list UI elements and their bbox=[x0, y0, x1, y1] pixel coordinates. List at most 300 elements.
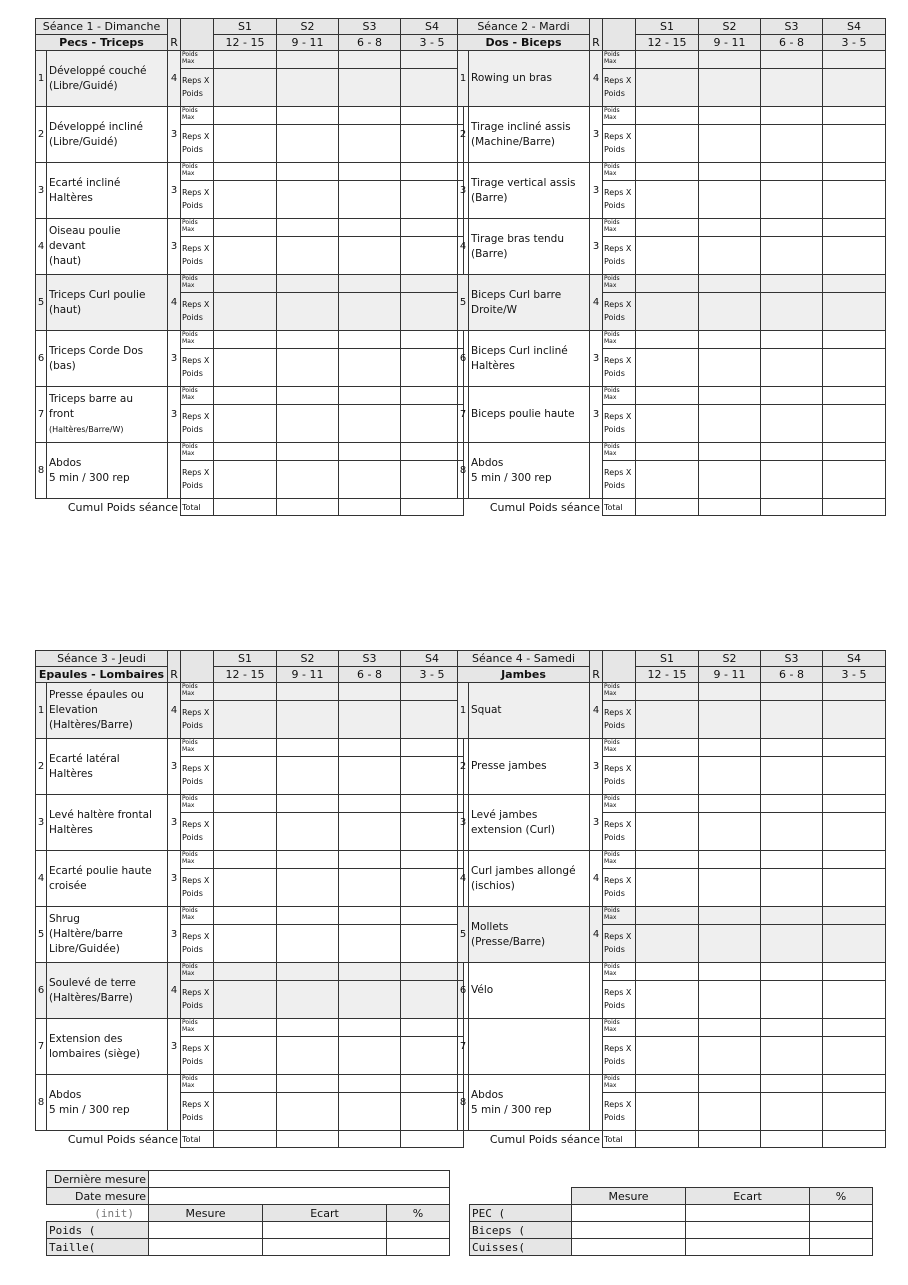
poids-max-cell-s4[interactable] bbox=[823, 907, 886, 925]
pec-percent-cell[interactable] bbox=[810, 1205, 873, 1222]
reps-poids-cell-s2[interactable] bbox=[699, 461, 761, 499]
poids-max-cell-s4[interactable] bbox=[401, 1075, 464, 1093]
max-label-line: Max bbox=[182, 1082, 195, 1089]
poids-max-cell-s3[interactable] bbox=[761, 387, 823, 405]
pec-ecart-cell[interactable] bbox=[686, 1205, 810, 1222]
poids-max-cell-s3[interactable] bbox=[761, 739, 823, 757]
reps-poids-cell-s2[interactable] bbox=[277, 813, 339, 851]
poids-max-cell-s3[interactable] bbox=[761, 683, 823, 701]
reps-poids-cell-s2[interactable] bbox=[699, 237, 761, 275]
poids-max-cell-s1[interactable] bbox=[214, 331, 277, 349]
poids-max-cell-s2[interactable] bbox=[277, 387, 339, 405]
reps-poids-cell-s3[interactable] bbox=[761, 237, 823, 275]
reps-poids-cell-s4[interactable] bbox=[401, 69, 464, 107]
reps-poids-cell-s4[interactable] bbox=[823, 125, 886, 163]
reps-poids-cell-s2[interactable] bbox=[699, 925, 761, 963]
poids-max-cell-s1[interactable] bbox=[214, 683, 277, 701]
poids-max-cell-s3[interactable] bbox=[761, 219, 823, 237]
reps-poids-cell-s1[interactable] bbox=[214, 701, 277, 739]
poids-max-cell-s2[interactable] bbox=[699, 163, 761, 181]
poids-max-cell-s3[interactable] bbox=[761, 851, 823, 869]
reps-poids-cell-s2[interactable] bbox=[699, 405, 761, 443]
reps-poids-cell-s4[interactable] bbox=[401, 813, 464, 851]
reps-poids-cell-s4[interactable] bbox=[401, 925, 464, 963]
poids-max-cell-s3[interactable] bbox=[339, 851, 401, 869]
exercise-name-line: Abdos bbox=[471, 456, 504, 469]
poids-max-cell-s3[interactable] bbox=[339, 1075, 401, 1093]
poids-max-cell-s2[interactable] bbox=[699, 683, 761, 701]
reps-poids-cell-s3[interactable] bbox=[761, 701, 823, 739]
poids-max-cell-s2[interactable] bbox=[277, 739, 339, 757]
poids-max-cell-s3[interactable] bbox=[339, 795, 401, 813]
poids-max-cell-s2[interactable] bbox=[277, 51, 339, 69]
cuisses-ecart-cell[interactable] bbox=[686, 1239, 810, 1256]
reps-poids-cell-s1[interactable] bbox=[636, 757, 699, 795]
total-cell-s3[interactable] bbox=[761, 499, 823, 516]
poids-max-cell-s4[interactable] bbox=[401, 907, 464, 925]
reps-poids-cell-s1[interactable] bbox=[636, 869, 699, 907]
reps-poids-cell-s1[interactable] bbox=[214, 349, 277, 387]
reps-poids-cell-s2[interactable] bbox=[277, 293, 339, 331]
poids-max-cell-s2[interactable] bbox=[699, 795, 761, 813]
poids-max-cell-s3[interactable] bbox=[339, 387, 401, 405]
poids-max-cell-s1[interactable] bbox=[636, 219, 699, 237]
poids-max-cell-s1[interactable] bbox=[636, 851, 699, 869]
poids-max-cell-s4[interactable] bbox=[823, 443, 886, 461]
total-cell-s1[interactable] bbox=[214, 499, 277, 516]
reps-poids-cell-s3[interactable] bbox=[339, 981, 401, 1019]
poids-max-cell-s2[interactable] bbox=[699, 331, 761, 349]
reps-poids-cell-s3[interactable] bbox=[339, 757, 401, 795]
reps-poids-cell-s4[interactable] bbox=[401, 1093, 464, 1131]
reps-poids-cell-s4[interactable] bbox=[823, 69, 886, 107]
reps-poids-cell-s2[interactable] bbox=[277, 181, 339, 219]
reps-poids-cell-s1[interactable] bbox=[636, 69, 699, 107]
poids-max-cell-s4[interactable] bbox=[401, 443, 464, 461]
reps-poids-cell-s4[interactable] bbox=[401, 237, 464, 275]
biceps-mesure-cell[interactable] bbox=[572, 1222, 686, 1239]
reps-poids-cell-s4[interactable] bbox=[823, 349, 886, 387]
reps-poids-cell-s1[interactable] bbox=[636, 349, 699, 387]
reps-poids-cell-s2[interactable] bbox=[277, 925, 339, 963]
poids-max-cell-s1[interactable] bbox=[636, 443, 699, 461]
reps-poids-cell-s4[interactable] bbox=[823, 181, 886, 219]
reps-poids-cell-s2[interactable] bbox=[277, 349, 339, 387]
poids-max-cell-s4[interactable] bbox=[401, 331, 464, 349]
reps-poids-cell-s2[interactable] bbox=[277, 701, 339, 739]
total-cell-s2[interactable] bbox=[277, 1131, 339, 1148]
poids-max-cell-s3[interactable] bbox=[339, 683, 401, 701]
poids-max-cell-s1[interactable] bbox=[636, 51, 699, 69]
poids-max-cell-s3[interactable] bbox=[339, 907, 401, 925]
poids-max-cell-s4[interactable] bbox=[823, 163, 886, 181]
poids-max-cell-s2[interactable] bbox=[277, 795, 339, 813]
reps-poids-cell-s1[interactable] bbox=[214, 125, 277, 163]
poids-mesure-cell[interactable] bbox=[149, 1222, 263, 1239]
poids-max-cell-s1[interactable] bbox=[636, 683, 699, 701]
poids-max-cell-s1[interactable] bbox=[636, 163, 699, 181]
poids-max-cell-s1[interactable] bbox=[214, 387, 277, 405]
reps-poids-cell-s1[interactable] bbox=[214, 925, 277, 963]
reps-poids-cell-s4[interactable] bbox=[823, 1093, 886, 1131]
reps-poids-cell-s3[interactable] bbox=[339, 349, 401, 387]
reps-poids-cell-s2[interactable] bbox=[699, 69, 761, 107]
poids-max-cell-s3[interactable] bbox=[339, 219, 401, 237]
poids-max-cell-s2[interactable] bbox=[699, 387, 761, 405]
reps-poids-cell-s2[interactable] bbox=[699, 701, 761, 739]
poids-max-cell-s3[interactable] bbox=[761, 107, 823, 125]
poids-max-cell-s1[interactable] bbox=[636, 795, 699, 813]
poids-max-cell-s2[interactable] bbox=[699, 107, 761, 125]
reps-poids-cell-s1[interactable] bbox=[214, 405, 277, 443]
reps-poids-cell-s2[interactable] bbox=[699, 757, 761, 795]
poids-ecart-cell[interactable] bbox=[263, 1222, 387, 1239]
reps-poids-cell-s2[interactable] bbox=[699, 1093, 761, 1131]
reps-poids-cell-s3[interactable] bbox=[761, 69, 823, 107]
poids-max-cell-s3[interactable] bbox=[761, 163, 823, 181]
reps-poids-cell-s4[interactable] bbox=[401, 461, 464, 499]
total-cell-s1[interactable] bbox=[636, 499, 699, 516]
poids-max-cell-s3[interactable] bbox=[761, 275, 823, 293]
total-cell-s2[interactable] bbox=[699, 499, 761, 516]
poids-max-cell-s2[interactable] bbox=[277, 907, 339, 925]
reps-poids-cell-s3[interactable] bbox=[339, 813, 401, 851]
poids-max-cell-s3[interactable] bbox=[761, 907, 823, 925]
reps-poids-cell-s1[interactable] bbox=[636, 1093, 699, 1131]
reps-poids-cell-s1[interactable] bbox=[636, 405, 699, 443]
total-cell-s4[interactable] bbox=[823, 499, 886, 516]
reps-poids-cell-s3[interactable] bbox=[339, 405, 401, 443]
poids-max-cell-s4[interactable] bbox=[823, 387, 886, 405]
poids-percent-cell[interactable] bbox=[387, 1222, 450, 1239]
reps-poids-cell-s2[interactable] bbox=[277, 461, 339, 499]
reps-poids-cell-s4[interactable] bbox=[401, 349, 464, 387]
max-label-line: Max bbox=[604, 226, 617, 233]
reps-poids-cell-s1[interactable] bbox=[214, 1093, 277, 1131]
reps-poids-cell-s3[interactable] bbox=[339, 237, 401, 275]
taille-ecart-cell[interactable] bbox=[263, 1239, 387, 1256]
reps-poids-cell-s2[interactable] bbox=[277, 981, 339, 1019]
poids-max-cell-s3[interactable] bbox=[761, 443, 823, 461]
reps-poids-cell-s4[interactable] bbox=[401, 1037, 464, 1075]
reps-poids-cell-s4[interactable] bbox=[823, 293, 886, 331]
reps-poids-cell-s2[interactable] bbox=[699, 813, 761, 851]
poids-max-cell-s2[interactable] bbox=[277, 163, 339, 181]
poids-max-cell-s3[interactable] bbox=[339, 163, 401, 181]
poids-max-cell-s3[interactable] bbox=[339, 107, 401, 125]
poids-max-cell-s2[interactable] bbox=[699, 1075, 761, 1093]
total-cell-s2[interactable] bbox=[277, 499, 339, 516]
poids-max-cell-s2[interactable] bbox=[277, 443, 339, 461]
reps-poids-cell-s3[interactable] bbox=[339, 1037, 401, 1075]
poids-max-cell-s4[interactable] bbox=[401, 107, 464, 125]
reps-poids-cell-s4[interactable] bbox=[823, 925, 886, 963]
total-cell-s1[interactable] bbox=[636, 1131, 699, 1148]
poids-max-cell-s3[interactable] bbox=[761, 51, 823, 69]
poids-max-cell-s4[interactable] bbox=[823, 275, 886, 293]
poids-max-cell-s3[interactable] bbox=[339, 51, 401, 69]
reps-poids-cell-s1[interactable] bbox=[636, 461, 699, 499]
reps-poids-cell-s1[interactable] bbox=[636, 125, 699, 163]
poids-max-cell-s2[interactable] bbox=[277, 107, 339, 125]
poids-max-label bbox=[603, 163, 636, 181]
poids-max-cell-s4[interactable] bbox=[401, 219, 464, 237]
reps-poids-cell-s1[interactable] bbox=[214, 981, 277, 1019]
poids-max-cell-s4[interactable] bbox=[823, 739, 886, 757]
reps-poids-cell-s4[interactable] bbox=[823, 757, 886, 795]
reps-poids-cell-s1[interactable] bbox=[214, 69, 277, 107]
poids-max-cell-s2[interactable] bbox=[699, 851, 761, 869]
reps-poids-cell-s1[interactable] bbox=[214, 293, 277, 331]
biceps-percent-cell[interactable] bbox=[810, 1222, 873, 1239]
poids-max-cell-s3[interactable] bbox=[761, 795, 823, 813]
reps-poids-cell-s1[interactable] bbox=[214, 237, 277, 275]
poids-max-cell-s2[interactable] bbox=[277, 219, 339, 237]
reps-poids-cell-s4[interactable] bbox=[823, 237, 886, 275]
reps-poids-cell-s2[interactable] bbox=[277, 125, 339, 163]
poids-max-cell-s4[interactable] bbox=[401, 739, 464, 757]
reps-poids-cell-s1[interactable] bbox=[214, 869, 277, 907]
poids-max-cell-s3[interactable] bbox=[761, 1075, 823, 1093]
exercise-name-line: Presse jambes bbox=[471, 760, 547, 772]
reps-poids-cell-s4[interactable] bbox=[401, 125, 464, 163]
poids-max-cell-s1[interactable] bbox=[636, 963, 699, 981]
poids-max-cell-s2[interactable] bbox=[699, 443, 761, 461]
poids-max-cell-s4[interactable] bbox=[401, 51, 464, 69]
poids-max-cell-s4[interactable] bbox=[823, 51, 886, 69]
poids-max-cell-s2[interactable] bbox=[277, 331, 339, 349]
reps-poids-cell-s3[interactable] bbox=[761, 1093, 823, 1131]
total-cell-s2[interactable] bbox=[699, 1131, 761, 1148]
poids-max-cell-s4[interactable] bbox=[401, 963, 464, 981]
poids-max-cell-s1[interactable] bbox=[214, 443, 277, 461]
poids-max-cell-s3[interactable] bbox=[339, 739, 401, 757]
reps-poids-cell-s1[interactable] bbox=[636, 925, 699, 963]
poids-max-cell-s1[interactable] bbox=[636, 107, 699, 125]
reps-poids-cell-s3[interactable] bbox=[761, 925, 823, 963]
reps-poids-cell-s2[interactable] bbox=[277, 237, 339, 275]
poids-max-cell-s2[interactable] bbox=[699, 275, 761, 293]
reps-poids-cell-s2[interactable] bbox=[277, 1037, 339, 1075]
poids-max-cell-s4[interactable] bbox=[823, 963, 886, 981]
poids-max-cell-s1[interactable] bbox=[214, 219, 277, 237]
poids-max-cell-s4[interactable] bbox=[823, 795, 886, 813]
reps-poids-cell-s3[interactable] bbox=[339, 461, 401, 499]
poids-max-cell-s3[interactable] bbox=[761, 1019, 823, 1037]
poids-max-cell-s2[interactable] bbox=[277, 963, 339, 981]
reps-poids-cell-s3[interactable] bbox=[761, 981, 823, 1019]
poids-max-cell-s3[interactable] bbox=[339, 331, 401, 349]
reps-poids-cell-s1[interactable] bbox=[636, 813, 699, 851]
poids-max-cell-s1[interactable] bbox=[214, 1019, 277, 1037]
reps-poids-cell-s2[interactable] bbox=[699, 181, 761, 219]
date-mesure-value[interactable] bbox=[149, 1188, 450, 1205]
reps-poids-cell-s2[interactable] bbox=[699, 349, 761, 387]
poids-max-cell-s3[interactable] bbox=[339, 443, 401, 461]
reps-poids-cell-s4[interactable] bbox=[401, 981, 464, 1019]
poids-label-line: Poids bbox=[182, 683, 198, 690]
cuisses-mesure-cell[interactable] bbox=[572, 1239, 686, 1256]
cuisses-percent-cell[interactable] bbox=[810, 1239, 873, 1256]
poids-max-cell-s2[interactable] bbox=[277, 1075, 339, 1093]
poids-max-cell-s4[interactable] bbox=[823, 331, 886, 349]
poids-max-cell-s2[interactable] bbox=[277, 275, 339, 293]
poids-max-cell-s2[interactable] bbox=[277, 683, 339, 701]
poids-max-cell-s4[interactable] bbox=[823, 683, 886, 701]
reps-poids-cell-s4[interactable] bbox=[823, 981, 886, 1019]
poids-max-cell-s2[interactable] bbox=[699, 51, 761, 69]
poids-max-cell-s1[interactable] bbox=[214, 275, 277, 293]
taille-percent-cell[interactable] bbox=[387, 1239, 450, 1256]
total-cell-s4[interactable] bbox=[401, 1131, 464, 1148]
reps-poids-cell-s3[interactable] bbox=[339, 701, 401, 739]
reps-poids-cell-s1[interactable] bbox=[636, 293, 699, 331]
max-label-line: Max bbox=[182, 170, 195, 177]
reps-poids-cell-s2[interactable] bbox=[277, 1093, 339, 1131]
reps-poids-cell-s3[interactable] bbox=[761, 461, 823, 499]
poids-max-cell-s4[interactable] bbox=[401, 387, 464, 405]
poids-max-cell-s4[interactable] bbox=[401, 163, 464, 181]
reps-poids-cell-s4[interactable] bbox=[823, 405, 886, 443]
reps-poids-cell-s4[interactable] bbox=[823, 461, 886, 499]
reps-poids-cell-s2[interactable] bbox=[699, 1037, 761, 1075]
reps-poids-cell-s2[interactable] bbox=[699, 869, 761, 907]
reps-poids-cell-s4[interactable] bbox=[401, 869, 464, 907]
reps-poids-cell-s1[interactable] bbox=[636, 981, 699, 1019]
reps-poids-cell-s4[interactable] bbox=[823, 701, 886, 739]
reps-poids-cell-s1[interactable] bbox=[636, 1037, 699, 1075]
poids-max-cell-s1[interactable] bbox=[214, 963, 277, 981]
reps-poids-cell-s3[interactable] bbox=[761, 125, 823, 163]
reps-poids-cell-s3[interactable] bbox=[761, 181, 823, 219]
biceps-ecart-cell[interactable] bbox=[686, 1222, 810, 1239]
reps-poids-cell-s3[interactable] bbox=[339, 869, 401, 907]
reps-poids-cell-s3[interactable] bbox=[761, 813, 823, 851]
poids-max-cell-s3[interactable] bbox=[339, 963, 401, 981]
reps-poids-cell-s3[interactable] bbox=[761, 349, 823, 387]
exercise-number: 5 bbox=[36, 275, 47, 331]
poids-max-cell-s2[interactable] bbox=[699, 907, 761, 925]
reps-poids-cell-s3[interactable] bbox=[339, 925, 401, 963]
reps-poids-cell-s4[interactable] bbox=[401, 405, 464, 443]
poids-max-cell-s3[interactable] bbox=[339, 1019, 401, 1037]
poids-max-cell-s1[interactable] bbox=[214, 851, 277, 869]
poids-max-cell-s1[interactable] bbox=[636, 331, 699, 349]
reps-poids-cell-s3[interactable] bbox=[761, 869, 823, 907]
reps-poids-cell-s1[interactable] bbox=[214, 757, 277, 795]
reps-poids-cell-s3[interactable] bbox=[339, 69, 401, 107]
reps-poids-cell-s4[interactable] bbox=[401, 701, 464, 739]
total-cell-s3[interactable] bbox=[339, 499, 401, 516]
poids-max-cell-s2[interactable] bbox=[277, 851, 339, 869]
total-cell-s4[interactable] bbox=[823, 1131, 886, 1148]
poids-max-cell-s4[interactable] bbox=[823, 219, 886, 237]
poids-max-cell-s1[interactable] bbox=[636, 275, 699, 293]
reps-poids-cell-s2[interactable] bbox=[699, 981, 761, 1019]
reps-poids-cell-s1[interactable] bbox=[636, 701, 699, 739]
poids-max-cell-s4[interactable] bbox=[823, 1075, 886, 1093]
reps-poids-cell-s4[interactable] bbox=[401, 757, 464, 795]
reps-poids-cell-s4[interactable] bbox=[401, 293, 464, 331]
poids-max-cell-s1[interactable] bbox=[636, 1019, 699, 1037]
reps-poids-cell-s4[interactable] bbox=[401, 181, 464, 219]
poids-max-cell-s1[interactable] bbox=[214, 1075, 277, 1093]
poids-label-line: Poids bbox=[604, 1112, 625, 1122]
reps-poids-cell-s3[interactable] bbox=[761, 757, 823, 795]
poids-max-cell-s1[interactable] bbox=[214, 795, 277, 813]
reps-poids-cell-s1[interactable] bbox=[636, 181, 699, 219]
reps-poids-cell-s1[interactable] bbox=[636, 237, 699, 275]
reps-poids-cell-s2[interactable] bbox=[277, 69, 339, 107]
poids-max-cell-s1[interactable] bbox=[214, 907, 277, 925]
reps-poids-cell-s2[interactable] bbox=[699, 293, 761, 331]
reps-poids-cell-s2[interactable] bbox=[277, 757, 339, 795]
poids-max-cell-s3[interactable] bbox=[761, 963, 823, 981]
poids-max-cell-s4[interactable] bbox=[401, 795, 464, 813]
poids-max-cell-s2[interactable] bbox=[699, 739, 761, 757]
reps-poids-cell-s3[interactable] bbox=[761, 1037, 823, 1075]
poids-max-cell-s2[interactable] bbox=[699, 219, 761, 237]
reps-label-line: Reps X bbox=[604, 932, 632, 941]
reps-poids-cell-s3[interactable] bbox=[339, 181, 401, 219]
poids-max-cell-s1[interactable] bbox=[214, 739, 277, 757]
poids-max-cell-s1[interactable] bbox=[214, 163, 277, 181]
poids-max-cell-s4[interactable] bbox=[401, 851, 464, 869]
reps-poids-cell-s4[interactable] bbox=[823, 813, 886, 851]
poids-max-cell-s3[interactable] bbox=[339, 275, 401, 293]
pec-mesure-cell[interactable] bbox=[572, 1205, 686, 1222]
poids-max-cell-s1[interactable] bbox=[214, 107, 277, 125]
reps-poids-cell-s3[interactable] bbox=[339, 293, 401, 331]
total-cell-s4[interactable] bbox=[401, 499, 464, 516]
reps-poids-cell-s1[interactable] bbox=[214, 1037, 277, 1075]
reps-poids-cell-s3[interactable] bbox=[339, 125, 401, 163]
poids-max-cell-s2[interactable] bbox=[277, 1019, 339, 1037]
poids-max-cell-s1[interactable] bbox=[636, 1075, 699, 1093]
derniere-mesure-value[interactable] bbox=[149, 1171, 450, 1188]
reps-poids-cell-s2[interactable] bbox=[277, 869, 339, 907]
reps-poids-cell-s2[interactable] bbox=[277, 405, 339, 443]
taille-mesure-cell[interactable] bbox=[149, 1239, 263, 1256]
reps-poids-cell-s1[interactable] bbox=[214, 813, 277, 851]
reps-poids-cell-s4[interactable] bbox=[823, 869, 886, 907]
total-cell-s3[interactable] bbox=[339, 1131, 401, 1148]
reps-poids-cell-s2[interactable] bbox=[699, 125, 761, 163]
poids-max-cell-s4[interactable] bbox=[823, 851, 886, 869]
reps-poids-cell-s4[interactable] bbox=[823, 1037, 886, 1075]
poids-max-cell-s2[interactable] bbox=[699, 1019, 761, 1037]
poids-max-cell-s1[interactable] bbox=[636, 387, 699, 405]
poids-max-cell-s3[interactable] bbox=[761, 331, 823, 349]
reps-poids-cell-s1[interactable] bbox=[214, 461, 277, 499]
poids-max-cell-s4[interactable] bbox=[401, 683, 464, 701]
poids-max-cell-s1[interactable] bbox=[214, 51, 277, 69]
poids-max-cell-s4[interactable] bbox=[401, 1019, 464, 1037]
reps-poids-cell-s3[interactable] bbox=[761, 293, 823, 331]
r-header: R bbox=[590, 651, 603, 683]
total-cell-s3[interactable] bbox=[761, 1131, 823, 1148]
reps-poids-cell-s1[interactable] bbox=[214, 181, 277, 219]
poids-max-cell-s4[interactable] bbox=[823, 1019, 886, 1037]
poids-max-cell-s4[interactable] bbox=[401, 275, 464, 293]
poids-max-cell-s1[interactable] bbox=[636, 739, 699, 757]
poids-max-cell-s1[interactable] bbox=[636, 907, 699, 925]
reps-poids-cell-s3[interactable] bbox=[339, 1093, 401, 1131]
poids-max-cell-s2[interactable] bbox=[699, 963, 761, 981]
total-cell-s1[interactable] bbox=[214, 1131, 277, 1148]
poids-max-cell-s4[interactable] bbox=[823, 107, 886, 125]
reps-poids-cell-s3[interactable] bbox=[761, 405, 823, 443]
